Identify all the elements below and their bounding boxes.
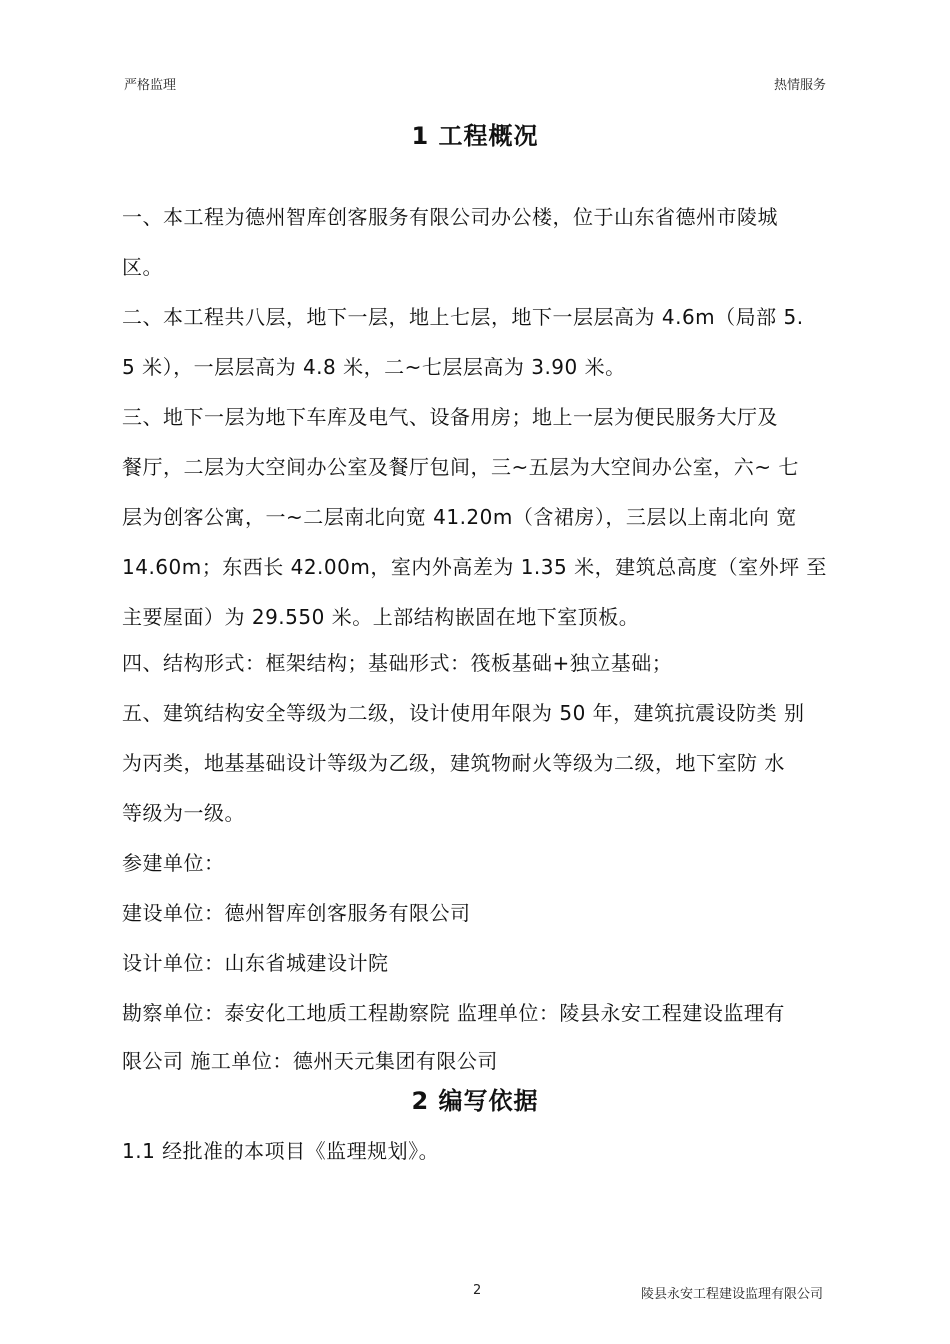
body-line: 为丙类，地基基础设计等级为乙级，建筑物耐火等级为二级，地下室防 水 bbox=[122, 751, 785, 775]
body-line: 二、本工程共八层，地下一层，地上七层，地下一层层高为 4.6m（局部 5. bbox=[122, 305, 804, 329]
body-line: 限公司 施工单位：德州天元集团有限公司 bbox=[122, 1049, 498, 1073]
footer-page-number: 2 bbox=[473, 1283, 482, 1298]
header-left-text: 严格监理 bbox=[124, 78, 177, 93]
body-line: 区。 bbox=[122, 255, 163, 279]
section1-title: 1 工程概况 bbox=[411, 122, 539, 150]
body-line: 主要屋面）为 29.550 米。上部结构嵌固在地下室顶板。 bbox=[122, 605, 640, 629]
body-line: 5 米），一层层高为 4.8 米，二~七层层高为 3.90 米。 bbox=[122, 355, 626, 379]
body-line: 14.60m；东西长 42.00m，室内外高差为 1.35 米，建筑总高度（室外坪 至 bbox=[122, 555, 827, 579]
body-line: 四、结构形式：框架结构；基础形式：筏板基础+独立基础； bbox=[122, 651, 673, 675]
body-line: 三、地下一层为地下车库及电气、设备用房；地上一层为便民服务大厅及 bbox=[122, 405, 778, 429]
body-line: 一、本工程为德州智库创客服务有限公司办公楼，位于山东省德州市陵城 bbox=[122, 205, 778, 229]
body-line: 层为创客公寓，一~二层南北向宽 41.20m（含裙房），三层以上南北向 宽 bbox=[122, 505, 797, 529]
body-line: 等级为一级。 bbox=[122, 801, 245, 825]
body-line: 五、建筑结构安全等级为二级，设计使用年限为 50 年，建筑抗震设防类 别 bbox=[122, 701, 805, 725]
body-line: 参建单位： bbox=[122, 851, 225, 875]
body-line: 建设单位：德州智库创客服务有限公司 bbox=[122, 901, 471, 925]
body-line: 餐厅，二层为大空间办公室及餐厅包间，三~五层为大空间办公室，六~ 七 bbox=[122, 455, 799, 479]
body-line: 勘察单位：泰安化工地质工程勘察院 监理单位：陵县永安工程建设监理有 bbox=[122, 1001, 785, 1025]
section2-title: 2 编写依据 bbox=[411, 1087, 539, 1115]
body-line: 设计单位：山东省城建设计院 bbox=[122, 951, 389, 975]
body-line: 1.1 经批准的本项目《监理规划》。 bbox=[122, 1139, 440, 1163]
header-right-text: 热情服务 bbox=[773, 78, 826, 93]
footer-company: 陵县永安工程建设监理有限公司 bbox=[640, 1287, 823, 1302]
